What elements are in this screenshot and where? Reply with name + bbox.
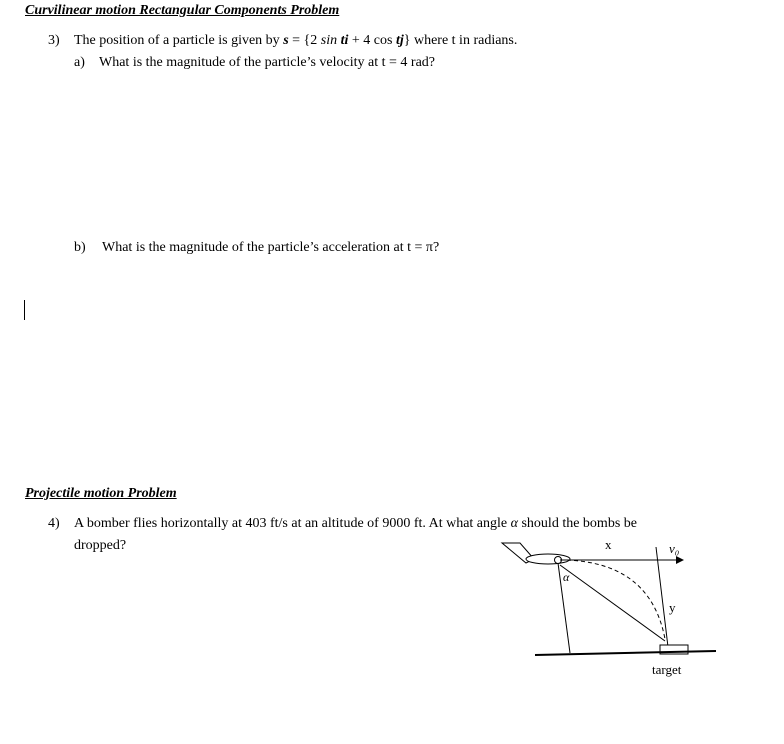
part-a-text: What is the magnitude of the particle’s velocity at t = 4 rad? [99,55,436,70]
problem-3-lead: The position of a particle is given by [74,33,280,48]
velocity-arrowhead [676,556,684,564]
part-b-text: What is the magnitude of the particle’s acceleration at t = π? [102,240,440,255]
alpha-symbol: α [510,516,518,531]
eq-ti: ti [340,33,349,48]
eq-close: } [403,33,411,48]
eq-tj: tj [395,33,404,48]
plane-fuselage [526,554,570,564]
problem-4-line1-pre: A bomber flies horizontally at 403 ft/s at an altitude of 9000 ft. At what angle [74,516,511,531]
bomber-diagram [490,535,730,685]
eq-sin: sin [320,33,338,48]
problem-4-line2: dropped? [74,538,127,553]
label-v0: v₀ [669,541,680,556]
eq-s: s [283,33,289,48]
eq-equals: = {2 [288,33,321,48]
label-target: target [652,662,682,677]
part-a-label: a) [74,55,85,70]
problem-3-tail: where t in radians. [413,33,518,48]
label-alpha: α [563,570,570,584]
label-y: y [669,600,676,615]
section-heading-curvilinear: Curvilinear motion Rectangular Components Problem [25,3,340,18]
part-b-label: b) [74,240,86,255]
label-x: x [605,537,612,552]
ground-line [535,651,716,655]
problem-3-statement [74,33,517,49]
line-of-sight [560,565,665,641]
problem-4-line1 [74,516,637,532]
problem-4-line1-post: should the bombs be [517,516,637,531]
section-heading-projectile: Projectile motion Problem [25,486,177,501]
trajectory [560,560,665,639]
text-cursor[interactable] [24,300,25,320]
problem-4-number: 4) [48,516,60,531]
eq-plus: + 4 cos [348,33,396,48]
problem-3-number: 3) [48,33,60,48]
target-vertical [656,547,668,647]
